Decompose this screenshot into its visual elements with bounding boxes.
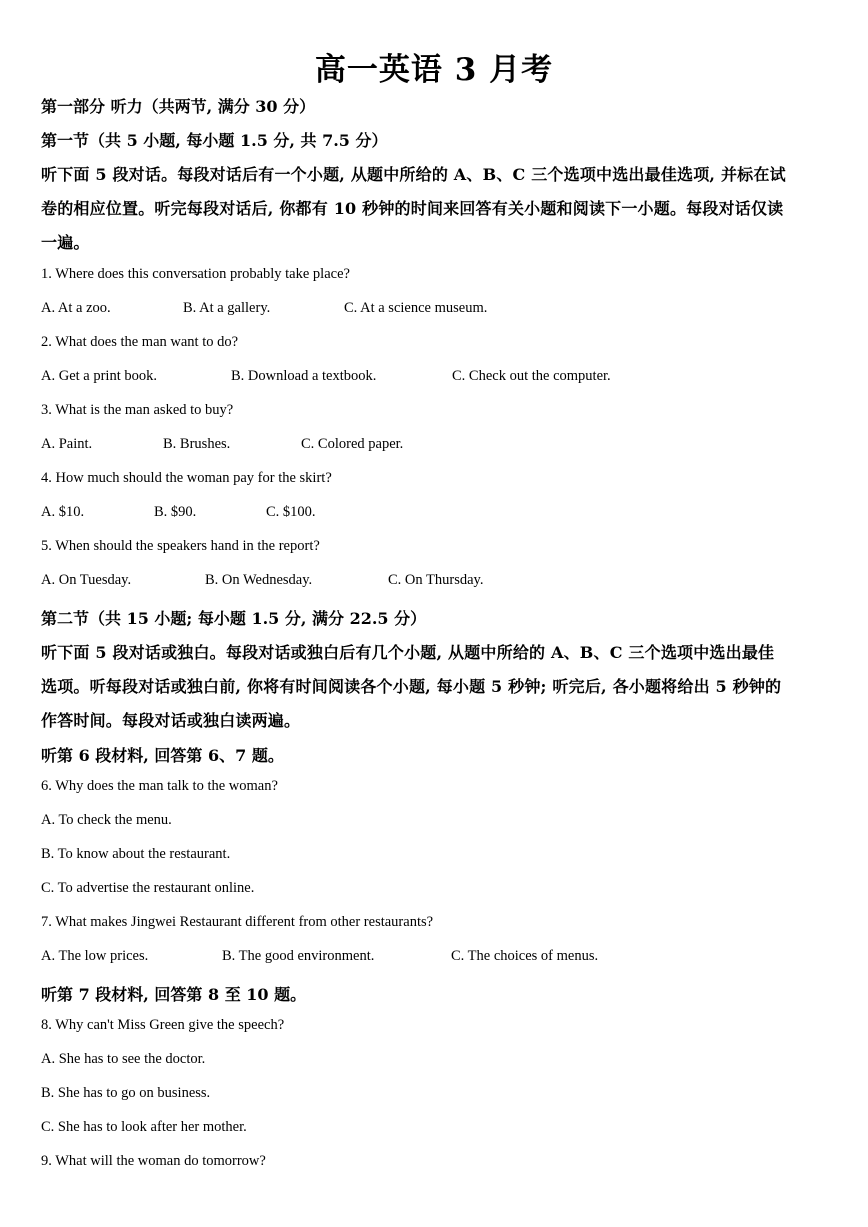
option-b: B. Download a textbook. bbox=[231, 368, 377, 384]
option-a: A. Paint. bbox=[41, 436, 93, 452]
question-3-options bbox=[41, 436, 841, 456]
option-c: C. Colored paper. bbox=[301, 436, 404, 452]
section2-instruction-line: 听下面 5 段对话或独白。每段对话或独白后有几个小题, 从题中所给的 A、B、C 三个选项中选出最佳 bbox=[41, 643, 775, 662]
option-b: B. To know about the restaurant. bbox=[41, 846, 231, 862]
option-a: A. She has to see the doctor. bbox=[41, 1051, 206, 1067]
part1-heading: 第一部分 听力（共两节, 满分 30 分） bbox=[41, 97, 316, 116]
option-b: B. $90. bbox=[154, 504, 197, 520]
question-4-options bbox=[41, 504, 841, 524]
option-b: B. On Wednesday. bbox=[205, 572, 313, 588]
option-b: B. The good environment. bbox=[222, 948, 375, 964]
option-c: C. Check out the computer. bbox=[452, 368, 611, 384]
option-b: B. At a gallery. bbox=[183, 300, 271, 316]
question-4: 4. How much should the woman pay for the skirt? bbox=[41, 470, 332, 486]
option-c: C. On Thursday. bbox=[388, 572, 484, 588]
option-b: B. Brushes. bbox=[163, 436, 231, 452]
question-8: 8. Why can't Miss Green give the speech? bbox=[41, 1017, 285, 1033]
question-7: 7. What makes Jingwei Restaurant different from other restaurants? bbox=[41, 914, 434, 930]
option-a: A. $10. bbox=[41, 504, 85, 520]
option-a: A. On Tuesday. bbox=[41, 572, 132, 588]
option-a: A. To check the menu. bbox=[41, 812, 172, 828]
question-1: 1. Where does this conversation probably take place? bbox=[41, 266, 350, 282]
option-c: C. $100. bbox=[266, 504, 316, 520]
question-9: 9. What will the woman do tomorrow? bbox=[41, 1153, 266, 1169]
section2-heading: 第二节（共 15 小题; 每小题 1.5 分, 满分 22.5 分） bbox=[41, 609, 427, 628]
question-2: 2. What does the man want to do? bbox=[41, 334, 239, 350]
page-title: 高一英语 3 月考 bbox=[314, 52, 554, 88]
option-a: A. The low prices. bbox=[41, 948, 149, 964]
section1-instruction-line: 一遍。 bbox=[41, 233, 90, 252]
option-b: B. She has to go on business. bbox=[41, 1085, 211, 1101]
section2-instruction-line: 选项。听每段对话或独白前, 你将有时间阅读各个小题, 每小题 5 秒钟; 听完后, 各小题将给出 5 秒钟的 bbox=[41, 677, 782, 696]
material-6-heading: 听第 6 段材料, 回答第 6、7 题。 bbox=[41, 746, 284, 765]
option-a: A. Get a print book. bbox=[41, 368, 157, 384]
option-a: A. At a zoo. bbox=[41, 300, 111, 316]
section1-heading: 第一节（共 5 小题, 每小题 1.5 分, 共 7.5 分） bbox=[41, 131, 388, 150]
option-c: C. At a science museum. bbox=[344, 300, 488, 316]
question-6: 6. Why does the man talk to the woman? bbox=[41, 778, 278, 794]
question-5: 5. When should the speakers hand in the report? bbox=[41, 538, 320, 554]
question-3: 3. What is the man asked to buy? bbox=[41, 402, 234, 418]
section1-instruction-line: 卷的相应位置。听完每段对话后, 你都有 10 秒钟的时间来回答有关小题和阅读下一小题。每段对话仅读 bbox=[41, 199, 784, 218]
question-1-options bbox=[41, 300, 841, 320]
section2-instruction-line: 作答时间。每段对话或独白读两遍。 bbox=[41, 711, 301, 730]
option-c: C. To advertise the restaurant online. bbox=[41, 880, 255, 896]
material-7-heading: 听第 7 段材料, 回答第 8 至 10 题。 bbox=[41, 985, 307, 1004]
question-2-options bbox=[41, 368, 841, 388]
option-c: C. She has to look after her mother. bbox=[41, 1119, 247, 1135]
section1-instruction-line: 听下面 5 段对话。每段对话后有一个小题, 从题中所给的 A、B、C 三个选项中选出最佳选项, 并标在试 bbox=[41, 165, 786, 184]
option-c: C. The choices of menus. bbox=[451, 948, 599, 964]
question-7-options bbox=[41, 948, 841, 968]
question-5-options bbox=[41, 572, 841, 592]
